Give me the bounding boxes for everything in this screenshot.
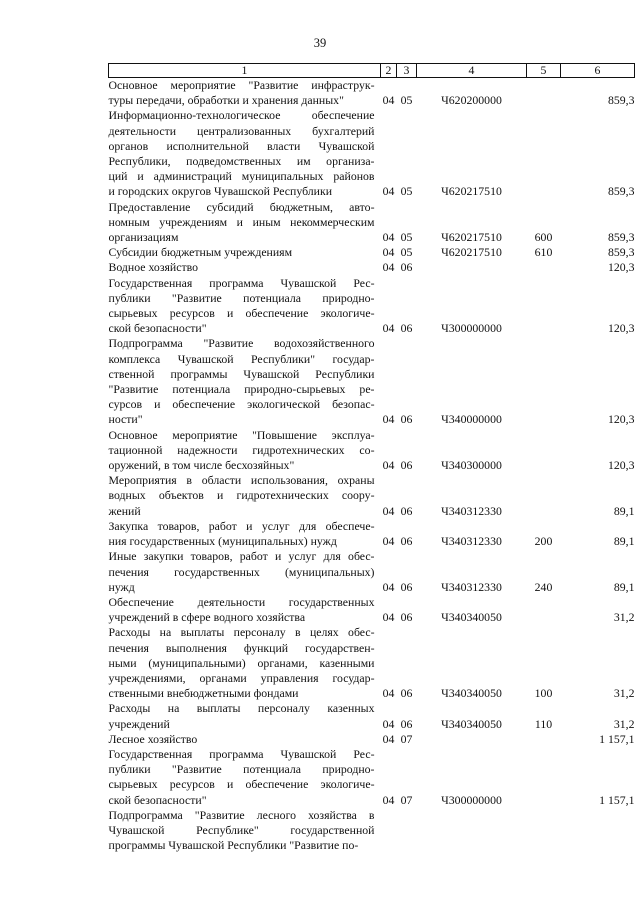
row-name-line: Мероприятия в области использования, охраны	[108, 473, 375, 488]
row-name-line: водных объектов и гидротехнических соору-	[108, 488, 375, 503]
row-name-line: ственной программы Чувашской Республики	[108, 366, 375, 381]
row-name-line: Государственная программа Чувашской Рес-	[108, 275, 375, 290]
row-target-code: Ч340340050	[441, 610, 502, 625]
row-name	[109, 200, 381, 246]
table-row	[109, 260, 635, 275]
row-name-line: Водное хозяйство	[108, 260, 198, 275]
table-row	[109, 519, 635, 549]
row-expense-type: 100	[534, 686, 553, 701]
row-amount: 31,2	[613, 610, 635, 625]
row-target-code: Ч340340050	[441, 686, 502, 701]
row-expense-type	[527, 336, 561, 427]
row-name	[109, 595, 381, 625]
row-name-line: Подпрограмма "Развитие водохозяйственного	[108, 336, 375, 351]
row-name-line: программы Чувашской Республики "Развитие по-	[108, 838, 359, 853]
table-row	[109, 732, 635, 747]
row-expense-type: 240	[534, 579, 553, 594]
row-name-line: Иные закупки товаров, работ и услуг для обес-	[108, 549, 375, 564]
row-section: 04	[382, 503, 395, 518]
row-section: 04	[382, 716, 395, 731]
row-name	[109, 549, 381, 595]
row-subsection: 06	[400, 260, 413, 275]
table-row	[109, 701, 635, 731]
row-name-line: сурсов и обеспечение экологической безопас-	[108, 397, 375, 412]
row-section: 04	[382, 731, 395, 746]
table-row	[109, 595, 635, 625]
row-amount: 859,3	[607, 245, 635, 260]
row-expense-type	[527, 108, 561, 199]
row-target-code: Ч340300000	[441, 458, 502, 473]
row-name-line: туры передачи, обработки и хранения данных"	[108, 93, 344, 108]
row-amount: 89,1	[613, 503, 635, 518]
row-target-code: Ч340000000	[441, 412, 502, 427]
page-number: 39	[313, 36, 327, 50]
row-name-line: органов исполнительной власти Чувашской	[108, 138, 375, 153]
row-name-line: и городских округов Чувашской Республики	[108, 184, 333, 199]
row-target-code: Ч340312330	[441, 534, 502, 549]
row-subsection: 05	[400, 93, 413, 108]
row-expense-type: 610	[534, 245, 553, 260]
row-amount: 120,3	[607, 412, 635, 427]
row-subsection: 05	[400, 230, 413, 245]
header-subsection: 3	[397, 64, 417, 78]
row-subsection: 06	[400, 579, 413, 594]
row-name-line: Информационно-технологическое обеспечение	[108, 108, 375, 123]
row-name	[109, 625, 381, 701]
row-name-line: оружений, в том числе бесхозяйных"	[108, 458, 295, 473]
row-name-line: Расходы на выплаты персоналу в целях обес-	[108, 625, 375, 640]
row-name	[109, 276, 381, 337]
row-expense-type	[527, 78, 561, 109]
table-row	[109, 200, 635, 246]
row-expense-type: 110	[534, 716, 553, 731]
row-name	[109, 732, 381, 747]
row-subsection: 05	[400, 245, 413, 260]
row-section: 04	[382, 412, 395, 427]
row-name	[109, 245, 381, 260]
row-amount: 859,3	[607, 230, 635, 245]
row-section: 04	[382, 93, 395, 108]
row-section: 04	[382, 321, 395, 336]
row-amount: 120,3	[607, 260, 635, 275]
row-name-line: ской безопасности"	[108, 792, 207, 807]
table-header-row	[109, 64, 635, 78]
row-amount: 859,3	[607, 184, 635, 199]
row-name-line: Подпрограмма "Развитие лесного хозяйства в	[108, 807, 375, 822]
table-row	[109, 549, 635, 595]
row-subsection: 07	[400, 792, 413, 807]
row-name	[109, 808, 381, 854]
row-subsection: 06	[400, 503, 413, 518]
table-row	[109, 336, 635, 427]
table-row	[109, 78, 635, 109]
row-target-code	[417, 260, 527, 275]
row-expense-type: 200	[534, 534, 553, 549]
row-amount: 120,3	[607, 458, 635, 473]
row-amount: 31,2	[613, 686, 635, 701]
row-name-line: Лесное хозяйство	[108, 731, 198, 746]
row-name-line: Обеспечение деятельности государственных	[108, 594, 375, 609]
table-row	[109, 625, 635, 701]
header-section: 2	[381, 64, 397, 78]
row-subsection	[397, 808, 417, 854]
row-subsection: 06	[400, 534, 413, 549]
row-section: 04	[382, 260, 395, 275]
row-target-code: Ч620217510	[441, 230, 502, 245]
row-expense-type	[527, 428, 561, 474]
row-expense-type: 600	[534, 230, 553, 245]
row-section: 04	[382, 230, 395, 245]
row-name-line: Расходы на выплаты персоналу казенных	[108, 701, 375, 716]
row-target-code: Ч340312330	[441, 503, 502, 518]
row-name-line: нужд	[108, 579, 135, 594]
row-name-line: жений	[108, 503, 141, 518]
budget-table	[108, 63, 635, 853]
row-section: 04	[382, 458, 395, 473]
row-name-line: печения выполнения функций государствен-	[108, 640, 375, 655]
row-name	[109, 747, 381, 808]
row-name	[109, 473, 381, 519]
table-row	[109, 108, 635, 199]
row-name-line: ния государственных (муниципальных) нужд	[108, 534, 337, 549]
row-name-line: Республики, подведомственных им организа-	[108, 154, 375, 169]
row-expense-type	[527, 595, 561, 625]
row-name	[109, 260, 381, 275]
row-name-line: Закупка товаров, работ и услуг для обеспече-	[108, 518, 375, 533]
row-target-code: Ч620200000	[441, 93, 502, 108]
row-name-line: ности"	[108, 412, 143, 427]
row-subsection: 06	[400, 412, 413, 427]
header-amount: 6	[561, 64, 635, 78]
row-amount: 89,1	[613, 534, 635, 549]
row-subsection: 05	[400, 184, 413, 199]
row-amount: 859,3	[607, 93, 635, 108]
table-row	[109, 245, 635, 260]
row-name-line: учреждений в сфере водного хозяйства	[108, 610, 306, 625]
row-section: 04	[382, 579, 395, 594]
row-name-line: номным учреждениям и иным некоммерческим	[108, 214, 375, 229]
row-name-line: Чувашской Республике" государственной	[108, 822, 375, 837]
row-name-line: тационной надежности гидротехнических со-	[108, 442, 375, 457]
row-name-line: ными (муниципальными) органами, казенными	[108, 655, 375, 670]
row-amount: 89,1	[613, 579, 635, 594]
row-expense-type	[527, 276, 561, 337]
row-name-line: публики "Развитие потенциала природно-	[108, 762, 375, 777]
row-expense-type	[527, 260, 561, 275]
row-name	[109, 78, 381, 109]
row-target-code: Ч300000000	[441, 321, 502, 336]
row-subsection: 06	[400, 716, 413, 731]
row-target-code: Ч340340050	[441, 716, 502, 731]
row-expense-type	[527, 473, 561, 519]
row-name-line: учреждениями, органами управления государ-	[108, 670, 375, 685]
row-amount: 120,3	[607, 321, 635, 336]
row-section: 04	[382, 686, 395, 701]
row-target-code: Ч300000000	[441, 792, 502, 807]
row-name-line: Основное мероприятие "Повышение эксплуа-	[108, 427, 375, 442]
table-row	[109, 473, 635, 519]
row-target-code: Ч340312330	[441, 579, 502, 594]
row-expense-type	[527, 808, 561, 854]
row-name-line: ственными внебюджетными фондами	[108, 686, 299, 701]
row-subsection: 06	[400, 458, 413, 473]
row-name-line: деятельности централизованных бухгалтерий	[108, 123, 375, 138]
row-name	[109, 336, 381, 427]
row-subsection: 06	[400, 686, 413, 701]
row-name	[109, 519, 381, 549]
row-section: 04	[382, 184, 395, 199]
row-name-line: Государственная программа Чувашской Рес-	[108, 746, 375, 761]
row-target-code	[417, 732, 527, 747]
header-expense-type: 5	[527, 64, 561, 78]
row-name-line: сырьевых ресурсов и обеспечение экологиче-	[108, 306, 375, 321]
row-section: 04	[382, 245, 395, 260]
header-name: 1	[109, 64, 381, 78]
row-name-line: Предоставление субсидий бюджетным, авто-	[108, 199, 375, 214]
row-name	[109, 701, 381, 731]
row-name-line: ской безопасности"	[108, 321, 207, 336]
row-amount	[561, 808, 635, 854]
row-name-line: комплекса Чувашской Республики" государ-	[108, 351, 375, 366]
row-subsection: 06	[400, 321, 413, 336]
row-target-code: Ч620217510	[441, 184, 502, 199]
table-row	[109, 276, 635, 337]
row-name	[109, 428, 381, 474]
row-section	[381, 808, 397, 854]
row-name-line: печения государственных (муниципальных)	[108, 564, 375, 579]
row-section: 04	[382, 534, 395, 549]
row-target-code	[417, 808, 527, 854]
table-row	[109, 808, 635, 854]
row-section: 04	[382, 610, 395, 625]
row-name-line: Субсидии бюджетным учреждениям	[108, 245, 293, 260]
row-name-line: Основное мероприятие "Развитие инфраструк-	[108, 78, 375, 92]
row-name-line: сырьевых ресурсов и обеспечение экологиче-	[108, 777, 375, 792]
row-section: 04	[382, 792, 395, 807]
row-expense-type	[527, 732, 561, 747]
row-name-line: организациям	[108, 230, 179, 245]
row-amount: 1 157,1	[599, 792, 635, 807]
row-expense-type	[527, 747, 561, 808]
row-name	[109, 108, 381, 199]
row-subsection: 06	[400, 610, 413, 625]
row-amount: 31,2	[613, 716, 635, 731]
row-name-line: ций и администраций муниципальных районов	[108, 169, 375, 184]
table-row	[109, 747, 635, 808]
row-subsection: 07	[400, 731, 413, 746]
row-target-code: Ч620217510	[441, 245, 502, 260]
row-name-line: "Развитие потенциала природно-сырьевых ре-	[108, 382, 375, 397]
table-row	[109, 428, 635, 474]
row-name-line: учреждений	[108, 716, 170, 731]
row-name-line: публики "Развитие потенциала природно-	[108, 290, 375, 305]
header-target-code: 4	[417, 64, 527, 78]
row-amount: 1 157,1	[599, 731, 635, 746]
